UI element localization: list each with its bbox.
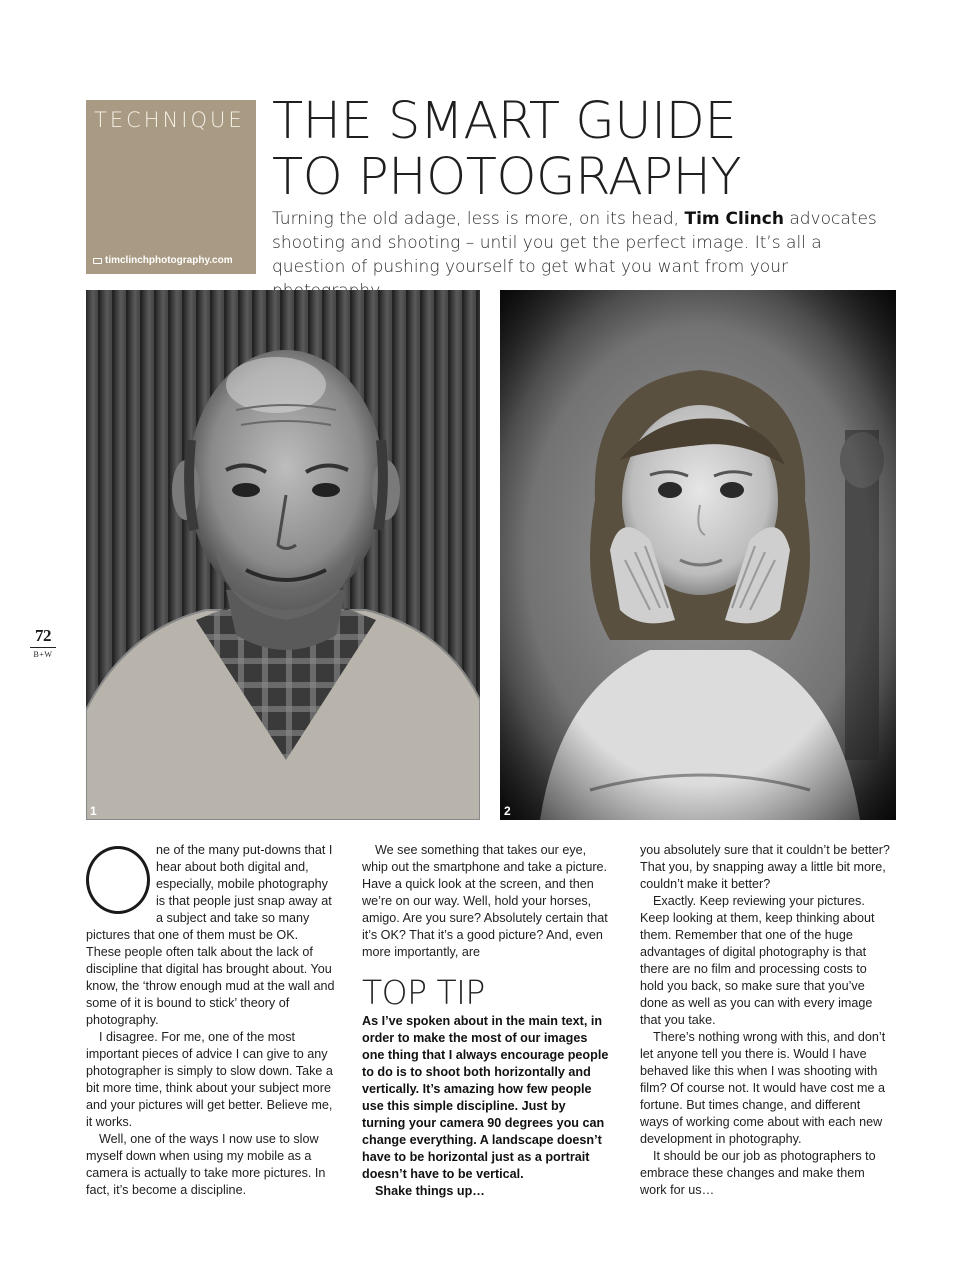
paragraph: ne of the many put-downs that I hear about both digital and, especially, mobile photography is that people just snap away at a subject and take so many pictures that one of them must be OK. These people often talk about the lack of discipline that digital has brought about. You know, the ‘throw enough mud at the wall and some of it is bound to stick’ theory of photography.	[86, 843, 335, 1027]
top-tip-text: Shake things up…	[375, 1184, 485, 1198]
paragraph: There’s nothing wrong with this, and don’t let anyone tell you there is. Would I have behaved like this when I was shooting with film? Of course not. It would have cost me a fortune. But times change, and different ways of working come about with each new development in photography.	[640, 1030, 886, 1146]
photo-old-man-portrait	[86, 290, 480, 820]
author-name: Tim Clinch	[684, 209, 784, 229]
top-tip-box	[362, 1013, 612, 1200]
standfirst-rest: advocates shooting and shooting – until you get the perfect image. It’s all a question of pushing yourself to get what you want from your	[272, 209, 877, 277]
section-label: TECHNIQUE	[94, 108, 245, 132]
article-title	[272, 94, 872, 206]
photo-number-1: 1	[90, 804, 97, 818]
top-tip-heading: TOP TIP	[362, 973, 485, 1012]
body-column-3	[640, 842, 890, 1199]
child-illustration	[500, 290, 896, 820]
old-man-illustration	[86, 290, 480, 820]
title-line-1: THE SMART GUIDE	[272, 92, 737, 151]
page-folio	[30, 626, 56, 659]
web-icon	[93, 258, 102, 264]
paragraph: It should be our job as photographers to embrace these changes and make them work for us…	[640, 1149, 876, 1197]
photo-child-portrait	[500, 290, 896, 820]
standfirst-intro: Turning the old adage, less is more, on its head,	[272, 209, 685, 229]
paragraph: Well, one of the ways I now use to slow myself down when using my mobile as a camera is actually to take more pictures. In fact, it’s become a discipline.	[86, 1132, 326, 1197]
photo-number-2: 2	[504, 804, 511, 818]
body-column-2	[362, 842, 612, 1200]
website-text: timclinchphotography.com	[105, 255, 233, 266]
paragraph: you absolutely sure that it couldn’t be better? That you, by snapping away a little bit more, couldn’t make it better?	[640, 843, 890, 891]
drop-cap-paragraph	[86, 842, 336, 1029]
drop-cap	[86, 846, 150, 914]
standfirst	[272, 207, 892, 303]
page-number: 72	[30, 626, 56, 648]
paragraph: I disagree. For me, one of the most important pieces of advice I can give to any photographer is simply to slow down. Take a bit more time, think about your subject more and your pictures will get better. Believe me, it works.	[86, 1030, 333, 1129]
website-link[interactable]	[93, 255, 233, 266]
magazine-name: B+W	[33, 650, 53, 659]
paragraph: Exactly. Keep reviewing your pictures. Keep looking at them, keep thinking about them. Remember that one of the huge advantages of digital photography is that there are no film and processing costs to hold you back, so make sure that you’ve done as well as you can with every image that you take.	[640, 894, 875, 1027]
top-tip-text: As I’ve spoken about in the main text, in order to make the most of our images one thing that I always encourage people to do is to shoot both horizontally and vertically. It’s amazing how few people use this simple discipline. Just by turning your camera 90 degrees you can change everything. A landscape doesn’t have to be horizontal just as a portrait doesn’t have to be vertical.	[362, 1014, 609, 1181]
section-tag-box	[86, 100, 256, 274]
title-line-2: TO PHOTOGRAPHY	[272, 148, 742, 207]
paragraph: We see something that takes our eye, whip out the smartphone and take a picture. Have a quick look at the screen, and then we’re on our way. Well, hold your horses, amigo. Are you sure? Absolutely certain that it’s OK? That it’s a good picture? And, even more importantly, are	[362, 843, 608, 959]
body-column-1	[86, 842, 336, 1199]
